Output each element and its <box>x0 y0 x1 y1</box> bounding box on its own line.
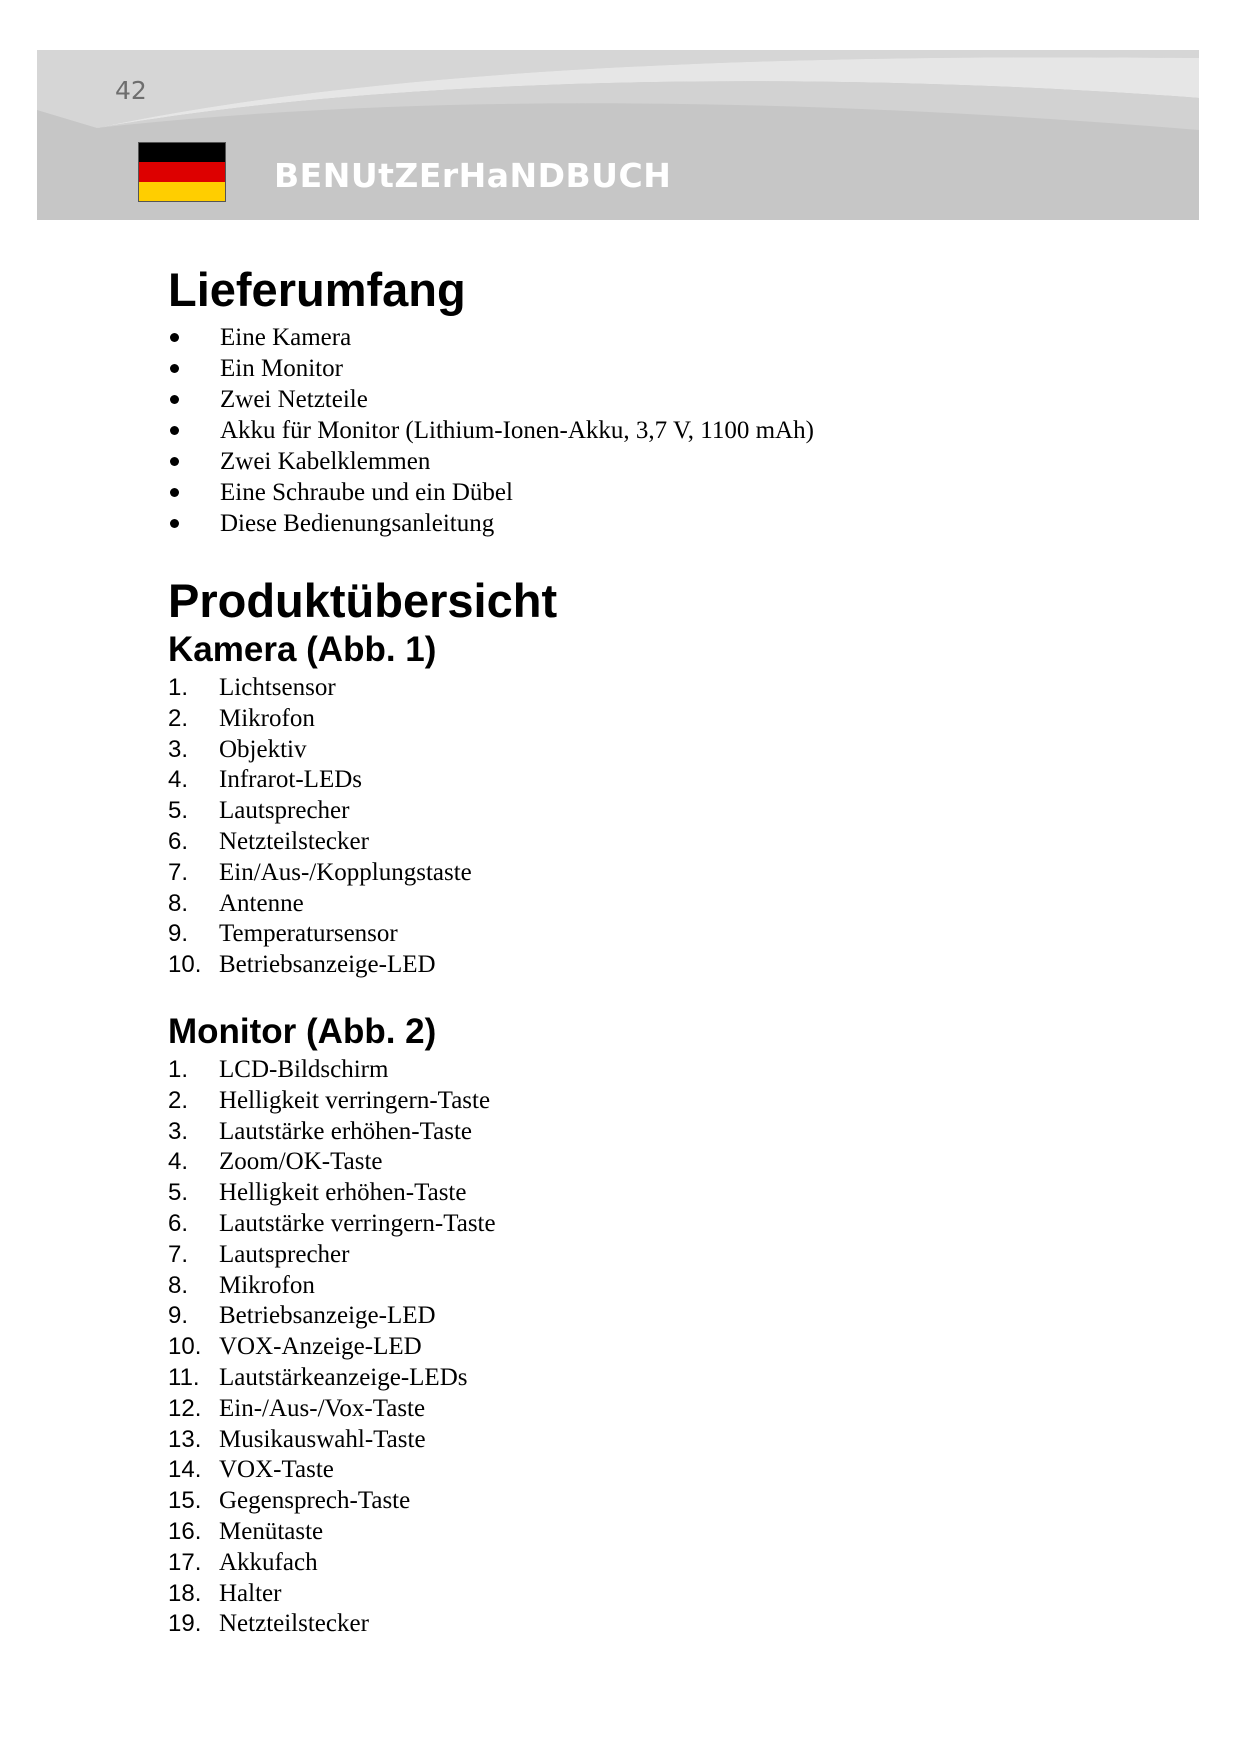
list-item: 16. Menütaste <box>168 1517 324 1545</box>
list-item: 9. Temperatursensor <box>168 920 398 948</box>
heading-kamera: Kamera (Abb. 1) <box>168 630 437 669</box>
german-flag-icon <box>138 142 226 202</box>
page-number: 42 <box>115 76 147 105</box>
list-item: 5. Lautsprecher <box>168 797 350 825</box>
heading-lieferumfang: Lieferumfang <box>168 263 466 316</box>
bullet-icon <box>170 426 179 435</box>
list-item: 6. Netzteilstecker <box>168 827 369 855</box>
bullet-icon <box>170 395 179 404</box>
list-item: 3. Objektiv <box>168 735 307 763</box>
flag-stripe-black <box>139 143 225 162</box>
list-item: 8. Antenne <box>168 889 304 917</box>
list-item: 9. Betriebsanzeige-LED <box>168 1302 436 1330</box>
list-item: Ein Monitor <box>168 353 1168 384</box>
bullet-icon <box>170 488 179 497</box>
heading-produktuebersicht: Produktübersicht <box>168 574 558 627</box>
list-item: 10. VOX-Anzeige-LED <box>168 1333 422 1361</box>
heading-monitor: Monitor (Abb. 2) <box>168 1011 437 1051</box>
monitor-list <box>168 1055 1168 1640</box>
list-item: Eine Schraube und ein Dübel <box>168 477 1168 508</box>
list-item: Akku für Monitor (Lithium-Ionen-Akku, 3,7 V, 1100 mAh) <box>168 415 1168 446</box>
page-content <box>168 262 1168 1640</box>
list-item: 4. Zoom/OK-Taste <box>168 1148 383 1176</box>
bullet-icon <box>170 519 179 528</box>
list-item: 11. Lautstärkeanzeige-LEDs <box>168 1363 468 1391</box>
bullet-icon <box>170 457 179 466</box>
list-item: 10. Betriebsanzeige-LED <box>168 951 436 979</box>
list-item: Eine Kamera <box>168 322 1168 353</box>
list-item: 3. Lautstärke erhöhen-Taste <box>168 1117 472 1145</box>
list-item: 14. VOX-Taste <box>168 1456 334 1484</box>
list-item: 4. Infrarot-LEDs <box>168 766 362 794</box>
list-item: 1. Lichtsensor <box>168 674 336 701</box>
list-item: 15. Gegensprech-Taste <box>168 1487 411 1515</box>
bullet-icon <box>170 364 179 373</box>
flag-stripe-red <box>139 162 225 181</box>
list-item: 7. Ein/Aus-/Kopplungstaste <box>168 858 472 886</box>
list-item: Diese Bedienungsanleitung <box>168 508 1168 539</box>
kamera-list <box>168 673 1168 981</box>
list-item: 1. LCD-Bildschirm <box>168 1055 389 1083</box>
list-item: 7. Lautsprecher <box>168 1240 350 1268</box>
list-item: 5. Helligkeit erhöhen-Taste <box>168 1179 467 1207</box>
list-item: 12. Ein-/Aus-/Vox-Taste <box>168 1394 426 1422</box>
manual-title: BENUtZErHaNDBUCH <box>274 156 672 195</box>
list-item: 19. Netzteilstecker <box>168 1610 369 1638</box>
header-band <box>37 50 1199 220</box>
lieferumfang-list <box>168 322 1168 539</box>
bullet-icon <box>170 333 179 342</box>
list-item: 8. Mikrofon <box>168 1271 315 1299</box>
list-item: Zwei Kabelklemmen <box>168 446 1168 477</box>
list-item: 2. Mikrofon <box>168 704 315 732</box>
list-item: 18. Halter <box>168 1579 282 1607</box>
flag-stripe-gold <box>139 182 225 201</box>
list-item: 17. Akkufach <box>168 1548 318 1576</box>
list-item: 6. Lautstärke verringern-Taste <box>168 1209 496 1237</box>
list-item: Zwei Netzteile <box>168 384 1168 415</box>
list-item: 13. Musikauswahl-Taste <box>168 1425 426 1453</box>
list-item: 2. Helligkeit verringern-Taste <box>168 1086 491 1114</box>
